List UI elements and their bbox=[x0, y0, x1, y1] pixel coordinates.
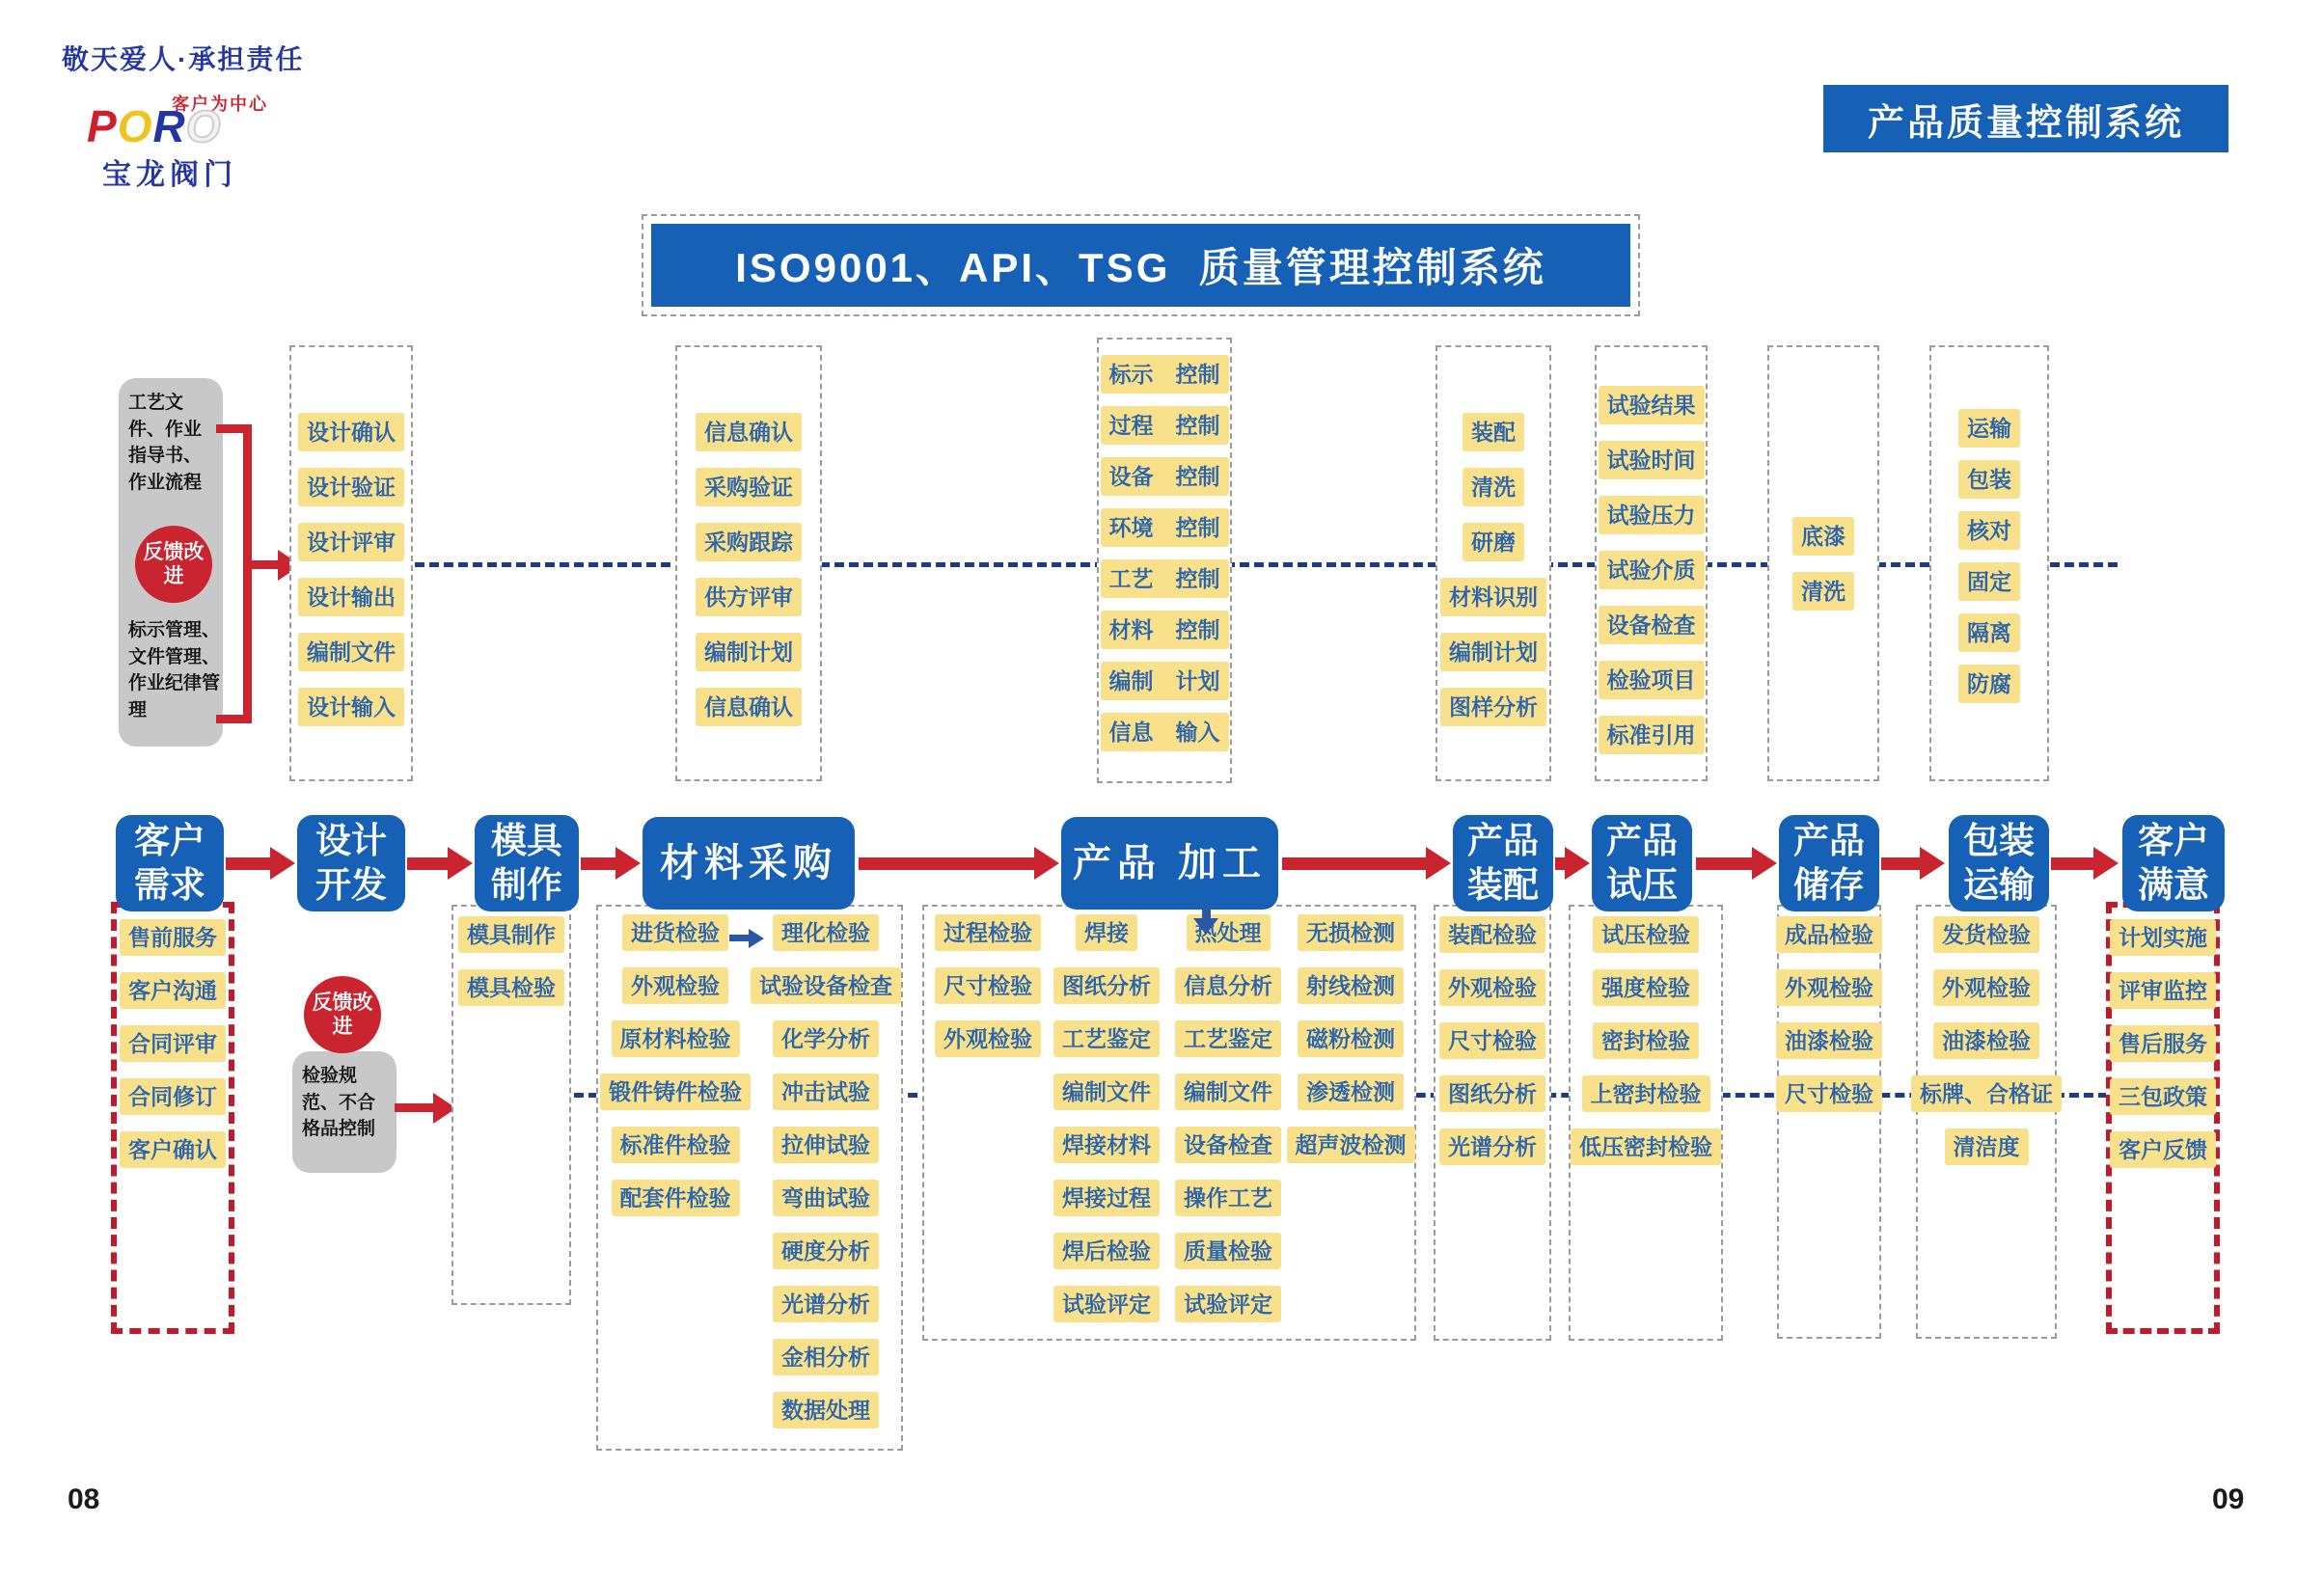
flow-tag: 模具制作 bbox=[458, 916, 564, 953]
flow-arrow-right-icon bbox=[226, 847, 295, 880]
flow-tag: 编制计划 bbox=[696, 633, 802, 671]
flow-tag: 图纸分析 bbox=[1053, 967, 1160, 1004]
flow-tag: 编制文件 bbox=[298, 633, 404, 671]
flow-tag: 油漆检验 bbox=[1933, 1022, 2039, 1059]
logo-letter: P bbox=[87, 101, 118, 151]
flow-tag: 客户反馈 bbox=[2110, 1131, 2216, 1168]
flow-tag: 外观检验 bbox=[935, 1020, 1041, 1057]
flow-tag: 隔离 bbox=[1958, 613, 2020, 652]
flow-tag: 采购验证 bbox=[696, 468, 802, 506]
page-corner-banner: 产品质量控制系统 bbox=[1823, 85, 2228, 152]
flow-tag: 编制计划 bbox=[1440, 633, 1546, 671]
flow-tag: 工艺鉴定 bbox=[1175, 1020, 1281, 1057]
feedback-note-bottom: 检验规范、不合格品控制 bbox=[292, 1051, 396, 1173]
flow-tag: 采购跟踪 bbox=[696, 523, 802, 561]
flow-tag: 设计输出 bbox=[298, 578, 404, 616]
flow-tag: 质量检验 bbox=[1175, 1233, 1281, 1269]
stage-product-assembly: 产品装配 bbox=[1453, 815, 1553, 911]
flow-tag: 信息确认 bbox=[696, 413, 802, 451]
flow-tag: 尺寸检验 bbox=[1776, 1075, 1882, 1112]
flow-tag: 油漆检验 bbox=[1776, 1022, 1882, 1059]
flow-tag: 外观检验 bbox=[1776, 969, 1882, 1006]
flow-tag: 进货检验 bbox=[622, 914, 728, 951]
purchase-inspection-subcolumn bbox=[604, 914, 747, 1216]
flow-tag: 图样分析 bbox=[1440, 688, 1546, 726]
flow-tag: 运输 bbox=[1958, 409, 2020, 448]
stage-customer-satisfaction: 客户满意 bbox=[2122, 815, 2225, 911]
flow-tag: 工艺鉴定 bbox=[1053, 1020, 1160, 1057]
feedback-circle-bottom: 反馈改进 bbox=[304, 976, 381, 1053]
page-number-left: 08 bbox=[68, 1483, 100, 1515]
stage-product-processing: 产品 加工 bbox=[1061, 817, 1278, 910]
flow-tag: 计划实施 bbox=[2110, 919, 2216, 956]
flow-tag: 标准件检验 bbox=[612, 1127, 740, 1163]
flow-tag: 渗透检测 bbox=[1298, 1074, 1404, 1110]
flow-tag: 售前服务 bbox=[120, 919, 226, 956]
flow-tag: 焊后检验 bbox=[1053, 1233, 1160, 1269]
stage-packing-transport: 包装运输 bbox=[1949, 815, 2049, 911]
flow-tag: 超声波检测 bbox=[1287, 1127, 1415, 1163]
flow-tag: 热处理 bbox=[1187, 914, 1271, 951]
flow-tag: 装配检验 bbox=[1439, 916, 1545, 953]
main-title: ISO9001、API、TSG 质量管理控制系统 bbox=[651, 224, 1630, 307]
upper-column-design bbox=[289, 345, 413, 781]
flow-tag: 清洗 bbox=[1792, 572, 1854, 611]
flow-tag: 包装 bbox=[1958, 460, 2020, 499]
flow-tag: 试验结果 bbox=[1599, 386, 1705, 424]
flow-tag: 尺寸检验 bbox=[1439, 1022, 1545, 1059]
feedback-arrow-stem bbox=[243, 560, 280, 569]
flow-tag: 标牌、合格证 bbox=[1911, 1075, 2062, 1112]
flow-arrow-right-icon bbox=[407, 847, 473, 880]
logo-letter: R bbox=[152, 101, 186, 151]
flow-tag: 无损检测 bbox=[1298, 914, 1404, 951]
flow-tag: 材料识别 bbox=[1440, 578, 1546, 616]
flow-tag: 外观检验 bbox=[1933, 969, 2039, 1006]
flow-tag: 试验时间 bbox=[1599, 441, 1705, 479]
welding-subcolumn bbox=[1048, 914, 1165, 1322]
flow-tag: 低压密封检验 bbox=[1571, 1128, 1721, 1165]
flow-tag: 配套件检验 bbox=[612, 1180, 740, 1216]
flow-tag: 试压检验 bbox=[1593, 916, 1699, 953]
flow-tag: 工艺 控制 bbox=[1101, 559, 1229, 598]
flow-tag: 环境 控制 bbox=[1101, 508, 1229, 547]
flow-tag: 合同评审 bbox=[120, 1025, 226, 1062]
company-name: 宝龙阀门 bbox=[102, 159, 237, 191]
flow-tag: 编制文件 bbox=[1053, 1074, 1160, 1110]
flow-tag: 清洗 bbox=[1463, 468, 1524, 506]
flow-arrow-right-icon bbox=[1696, 847, 1777, 880]
flow-tag: 设计确认 bbox=[298, 413, 404, 451]
flow-tag: 信息分析 bbox=[1175, 967, 1281, 1004]
flow-tag: 设计验证 bbox=[298, 468, 404, 506]
flow-arrow-right-icon bbox=[1555, 847, 1590, 880]
flow-tag: 上密封检验 bbox=[1582, 1075, 1710, 1112]
flow-tag: 拉伸试验 bbox=[773, 1127, 879, 1163]
flow-tag: 硬度分析 bbox=[773, 1233, 879, 1269]
flow-tag: 底漆 bbox=[1792, 517, 1854, 556]
process-inspection-subcolumn bbox=[932, 914, 1044, 1057]
flow-tag: 外观检验 bbox=[1439, 969, 1545, 1006]
flow-tag: 试验设备检查 bbox=[751, 967, 901, 1004]
flow-tag: 编制 计划 bbox=[1101, 662, 1229, 700]
flow-tag: 材料 控制 bbox=[1101, 611, 1229, 649]
flow-tag: 检验项目 bbox=[1599, 661, 1705, 699]
stage-design: 设计开发 bbox=[297, 815, 405, 911]
heat-treatment-subcolumn bbox=[1169, 914, 1287, 1322]
flow-tag: 尺寸检验 bbox=[935, 967, 1041, 1004]
flow-tag: 客户沟通 bbox=[120, 972, 226, 1009]
mgmt-note-text: 标示管理、文件管理、作业纪律管理 bbox=[128, 620, 221, 721]
stage-mould: 模具制作 bbox=[475, 815, 579, 911]
flow-arrow-right-icon bbox=[1881, 847, 1945, 880]
flow-tag: 过程检验 bbox=[935, 914, 1041, 951]
stage-pressure-test: 产品试压 bbox=[1592, 815, 1692, 911]
flow-tag: 试验介质 bbox=[1599, 551, 1705, 589]
upper-column-pressure-test bbox=[1595, 345, 1708, 781]
flow-tag: 设计输入 bbox=[298, 688, 404, 726]
flow-tag: 固定 bbox=[1958, 562, 2020, 601]
incoming-arrow-stem bbox=[729, 935, 751, 941]
lower-column-assembly bbox=[1434, 905, 1551, 1341]
lower-column-storage bbox=[1777, 905, 1881, 1339]
flow-tag: 客户确认 bbox=[120, 1131, 226, 1168]
flow-tag: 标准引用 bbox=[1599, 716, 1705, 754]
flow-tag: 核对 bbox=[1958, 511, 2020, 550]
upper-column-transport bbox=[1929, 345, 2049, 781]
logo-tagline: 客户为中心 bbox=[172, 95, 268, 114]
flow-tag: 三包政策 bbox=[2110, 1078, 2216, 1115]
flow-tag: 设计评审 bbox=[298, 523, 404, 561]
logo-letter: O bbox=[117, 101, 153, 151]
flow-tag: 设备检查 bbox=[1599, 606, 1705, 644]
flow-tag: 设备检查 bbox=[1175, 1127, 1281, 1163]
flow-tag: 理化检验 bbox=[773, 914, 879, 951]
stage-product-storage: 产品储存 bbox=[1779, 815, 1879, 911]
flow-tag: 强度检验 bbox=[1593, 969, 1699, 1006]
flow-tag: 评审监控 bbox=[2110, 972, 2216, 1009]
flow-tag: 试验压力 bbox=[1599, 496, 1705, 534]
feedback-bracket bbox=[216, 424, 252, 723]
company-logo bbox=[87, 100, 221, 152]
feedback-circle-top: 反馈改进 bbox=[135, 526, 212, 603]
process-down-arrow-stem bbox=[1202, 905, 1211, 918]
flow-tag: 成品检验 bbox=[1776, 916, 1882, 953]
lower-column-customer-satisfaction bbox=[2106, 902, 2220, 1334]
flow-tag: 光谱分析 bbox=[773, 1286, 879, 1322]
flow-tag: 装配 bbox=[1463, 413, 1524, 451]
flow-tag: 发货检验 bbox=[1933, 916, 2039, 953]
flow-tag: 焊接材料 bbox=[1053, 1127, 1160, 1163]
flow-tag: 锻件铸件检验 bbox=[600, 1074, 751, 1110]
logo-letter: O bbox=[185, 101, 222, 151]
flow-tag: 信息确认 bbox=[696, 688, 802, 726]
flow-tag: 研磨 bbox=[1463, 523, 1524, 561]
upper-column-assembly bbox=[1435, 345, 1551, 781]
flow-tag: 标示 控制 bbox=[1101, 355, 1229, 394]
flow-tag: 试验评定 bbox=[1175, 1286, 1281, 1322]
flow-tag: 焊接 bbox=[1076, 914, 1137, 951]
upper-column-storage bbox=[1767, 345, 1879, 781]
flow-tag: 模具检验 bbox=[458, 969, 564, 1006]
flow-tag: 设备 控制 bbox=[1101, 457, 1229, 496]
flow-tag: 售后服务 bbox=[2110, 1025, 2216, 1062]
lower-column-customer-needs bbox=[111, 902, 234, 1334]
flow-tag: 密封检验 bbox=[1593, 1022, 1699, 1059]
flow-tag: 试验评定 bbox=[1053, 1286, 1160, 1322]
lower-column-mould bbox=[451, 905, 571, 1305]
upper-column-process bbox=[1097, 338, 1232, 783]
flow-arrow-right-icon bbox=[1282, 847, 1451, 880]
purchase-lab-subcolumn bbox=[752, 914, 899, 1428]
lower-column-transport bbox=[1916, 905, 2057, 1339]
flow-tag: 清洁度 bbox=[1945, 1128, 2029, 1165]
flow-tag: 过程 控制 bbox=[1101, 406, 1229, 445]
lower-column-material-purchase bbox=[596, 905, 903, 1451]
doc-note-text: 工艺文件、作业指导书、作业流程 bbox=[128, 393, 203, 493]
lower-column-product-processing bbox=[922, 905, 1416, 1341]
flow-tag: 数据处理 bbox=[773, 1392, 879, 1428]
flow-tag: 供方评审 bbox=[696, 578, 802, 616]
flow-arrow-right-icon bbox=[859, 847, 1059, 880]
flow-tag: 外观检验 bbox=[622, 967, 728, 1004]
flow-tag: 信息 输入 bbox=[1101, 713, 1229, 751]
main-title-frame bbox=[642, 214, 1640, 316]
incoming-arrow-right-icon bbox=[749, 929, 764, 948]
flow-tag: 焊接过程 bbox=[1053, 1180, 1160, 1216]
flow-tag: 金相分析 bbox=[773, 1339, 879, 1375]
upper-column-purchase bbox=[675, 345, 822, 781]
stage-material-purchase: 材料采购 bbox=[643, 817, 855, 910]
flow-tag: 光谱分析 bbox=[1439, 1128, 1545, 1165]
flow-tag: 图纸分析 bbox=[1439, 1075, 1545, 1112]
company-slogan: 敬天爱人·承担责任 bbox=[62, 44, 305, 74]
flow-tag: 射线检测 bbox=[1298, 967, 1404, 1004]
flow-tag: 编制文件 bbox=[1175, 1074, 1281, 1110]
ndt-subcolumn bbox=[1289, 914, 1412, 1163]
flow-arrow-right-icon bbox=[581, 847, 641, 880]
flow-arrow-right-icon bbox=[2051, 847, 2119, 880]
flow-tag: 冲击试验 bbox=[773, 1074, 879, 1110]
flow-tag: 原材料检验 bbox=[612, 1020, 740, 1057]
lower-column-pressure-test bbox=[1569, 905, 1723, 1341]
stage-customer-needs: 客户需求 bbox=[116, 815, 224, 911]
flow-tag: 弯曲试验 bbox=[773, 1180, 879, 1216]
flow-tag: 防腐 bbox=[1958, 665, 2020, 703]
page-number-right: 09 bbox=[2212, 1483, 2245, 1515]
flow-tag: 合同修订 bbox=[120, 1078, 226, 1115]
flow-tag: 磁粉检测 bbox=[1298, 1020, 1404, 1057]
flow-tag: 操作工艺 bbox=[1175, 1180, 1281, 1216]
feedback-arrow-stem bbox=[395, 1103, 435, 1112]
process-down-arrow-icon bbox=[1193, 918, 1218, 935]
flow-tag: 化学分析 bbox=[773, 1020, 879, 1057]
